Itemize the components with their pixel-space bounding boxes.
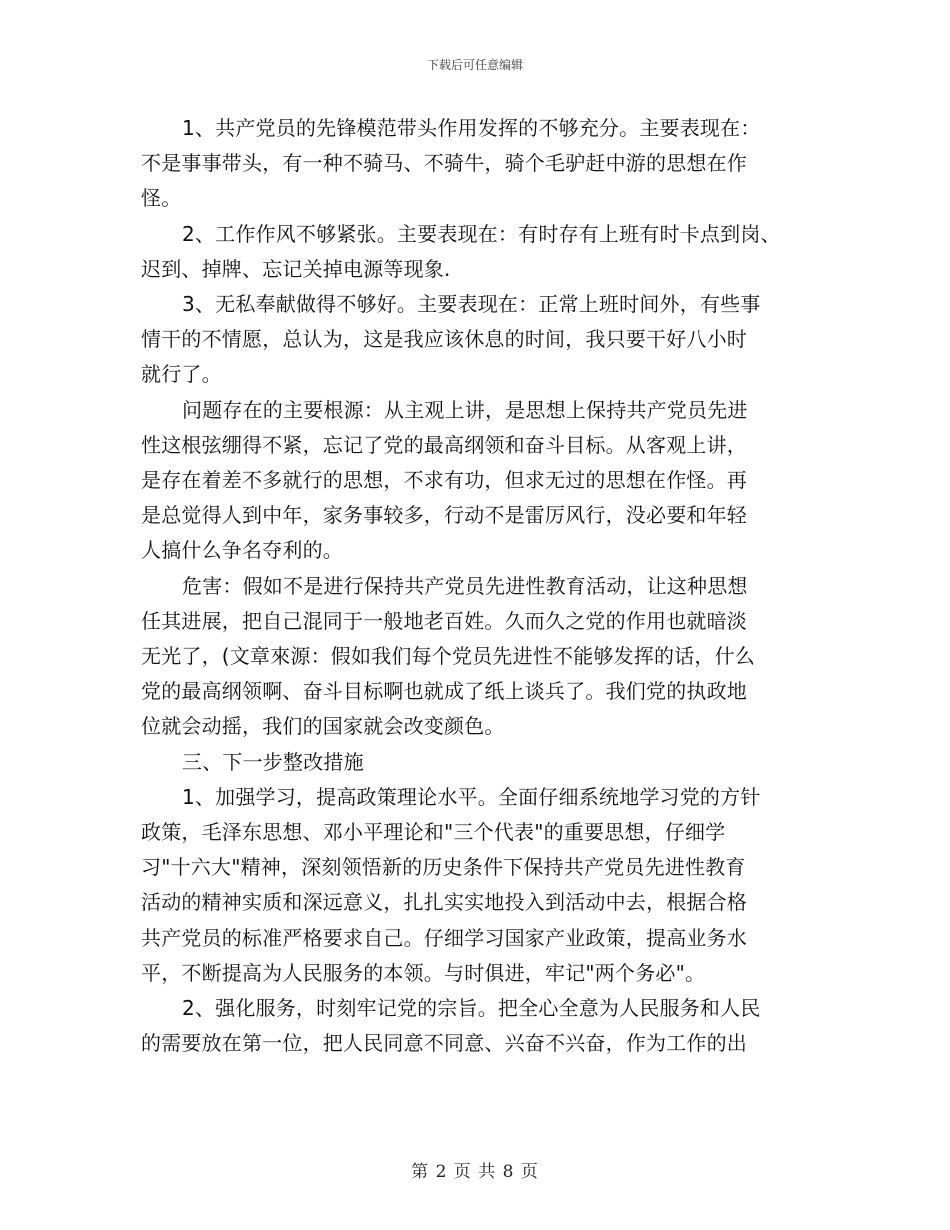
text-line: 2、强化服务，时刻牢记党的宗旨。把全心全意为人民服务和人民 [182,996,761,1021]
text-line: 习"十六大"精神，深刻领悟新的历史条件下保持共产党员先进性教育 [141,855,746,880]
text-line: 不是事事带头，有一种不骑马、不骑牛，骑个毛驴赶中游的思想在作 [141,151,747,176]
text-line: 三、下一步整改措施 [182,749,364,774]
text-line: 3、无私奉献做得不够好。主要表现在：正常上班时间外，有些事 [182,292,761,317]
text-line: 位就会动摇，我们的国家就会改变颜色。 [141,714,505,739]
text-line: 活动的精神实质和深远意义，扎扎实实地投入到活动中去，根据合格 [141,890,747,915]
text-line: 无光了，(文章來源：假如我们每个党员先进性不能够发挥的话，什么 [141,644,756,669]
text-line: 共产党员的标准严格要求自己。仔细学习国家产业政策，提高业务水 [141,925,747,950]
text-line: 1、加强学习，提高政策理论水平。全面仔细系统地学习党的方针 [182,784,761,809]
text-line: 就行了。 [141,362,222,387]
paragraph-2 [141,217,813,287]
text-line: 人搞什么争名夺利的。 [141,538,343,563]
text-line: 问题存在的主要根源：从主观上讲，是思想上保持共产党员先进 [182,397,748,422]
page-header-note: 下载后可任意编辑 [426,58,523,72]
text-line: 迟到、掉牌、忘记关掉电源等现象. [141,256,451,281]
text-line: 党的最高纲领啊、奋斗目标啊也就成了纸上谈兵了。我们党的执政地 [141,679,747,704]
text-line: 是存在着差不多就行的思想，不求有功，但求无过的思想在作怪。再 [141,468,747,493]
paragraph-3 [141,287,813,393]
document-body [141,111,813,1061]
text-line: 2、工作作风不够紧张。主要表现在：有时存有上班有时卡点到岗、 [182,221,781,246]
paragraph-4 [141,393,813,569]
text-line: 1、共产党员的先锋模范带头作用发挥的不够充分。主要表现在： [182,116,761,140]
section-heading [141,745,813,780]
text-line: 平，不断提高为人民服务的本领。与时俱进，牢记"两个务必"。 [141,960,706,985]
paragraph-7 [141,991,813,1061]
paragraph-6 [141,780,813,991]
page-number-footer: 第 2 页 共 8 页 [411,1162,539,1182]
text-line: 怪。 [141,186,182,211]
text-line: 的需要放在第一位，把人民同意不同意、兴奋不兴奋，作为工作的出 [141,1031,747,1056]
paragraph-1 [141,111,813,217]
text-line: 危害：假如不是进行保持共产党员先进性教育活动，让这种思想 [182,573,748,598]
text-line: 政策，毛泽东思想、邓小平理论和"三个代表"的重要思想，仔细学 [141,820,726,845]
text-line: 性这根弦绷得不紧，忘记了党的最高纲领和奋斗目标。从客观上讲， [141,432,747,457]
text-line: 情干的不情愿，总认为，这是我应该休息的时间，我只要干好八小时 [141,327,747,352]
text-line: 任其进展，把自己混同于一般地老百姓。久而久之党的作用也就暗淡 [141,608,747,633]
text-line: 是总觉得人到中年，家务事较多，行动不是雷厉风行，没必要和年轻 [141,503,747,528]
paragraph-5 [141,569,813,745]
